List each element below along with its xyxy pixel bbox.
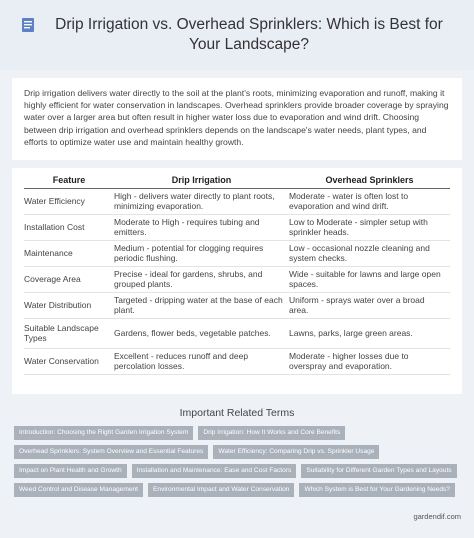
sprinkler-cell: Uniform - sprays water over a broad area.	[289, 292, 450, 318]
related-term-tag[interactable]: Installation and Maintenance: Ease and Cost Factors	[132, 464, 297, 478]
sprinkler-cell: Moderate - water is often lost to evaporation and wind drift.	[289, 188, 450, 214]
table-row	[24, 292, 450, 318]
related-term-tag[interactable]: Introduction: Choosing the Right Garden Irrigation System	[14, 426, 193, 440]
drip-cell: Medium - potential for clogging requires periodic flushing.	[114, 240, 289, 266]
header-feature: Feature	[24, 172, 114, 188]
related-term-tag[interactable]: Which System is Best for Your Gardening Needs?	[299, 483, 455, 497]
related-term-tag[interactable]: Water Efficiency: Comparing Drip vs. Sprinkler Usage	[213, 445, 379, 459]
feature-cell: Water Efficiency	[24, 188, 114, 214]
related-term-tag[interactable]: Overhead Sprinklers: System Overview and Essential Features	[14, 445, 208, 459]
tag-row	[14, 483, 464, 497]
table-row	[24, 240, 450, 266]
sprinkler-cell: Moderate - higher losses due to overspray and evaporation.	[289, 348, 450, 374]
related-term-tag[interactable]: Weed Control and Disease Management	[14, 483, 143, 497]
header-sprinklers: Overhead Sprinklers	[289, 172, 450, 188]
related-terms-title: Important Related Terms	[179, 407, 295, 419]
document-icon	[20, 17, 36, 33]
related-term-tag[interactable]: Environmental Impact and Water Conservation	[148, 483, 294, 497]
feature-cell: Coverage Area	[24, 266, 114, 292]
feature-cell: Water Distribution	[24, 292, 114, 318]
intro-paragraph: Drip irrigation delivers water directly to the soil at the plant's roots, minimizing evaporation and runoff, making it highly efficient for water conservation in landscapes. Overhead sprinklers provide broader coverage by spraying water over a larger area but often result in higher water loss due to evaporation and wind drift. Choosing between drip irrigation and overhead sprinklers depends on the landscape's water needs, plant types, and efforts to optimize water use and maintain healthy growth.	[24, 88, 449, 147]
drip-cell: Precise - ideal for gardens, shrubs, and grouped plants.	[114, 266, 289, 292]
feature-cell: Suitable Landscape Types	[24, 318, 114, 348]
drip-cell: Moderate to High - requires tubing and emitters.	[114, 214, 289, 240]
drip-cell: Excellent - reduces runoff and deep percolation losses.	[114, 348, 289, 374]
related-terms-list	[14, 426, 464, 502]
table-header-row	[24, 172, 450, 188]
comparison-table-card	[12, 168, 462, 394]
tag-row	[14, 445, 464, 459]
related-term-tag[interactable]: Drip Irrigation: How It Works and Core Benefits	[198, 426, 345, 440]
table-row	[24, 348, 450, 374]
related-term-tag[interactable]: Suitability for Different Garden Types and Layouts	[301, 464, 456, 478]
related-term-tag[interactable]: Impact on Plant Health and Growth	[14, 464, 127, 478]
feature-cell: Maintenance	[24, 240, 114, 266]
feature-cell: Water Conservation	[24, 348, 114, 374]
drip-cell: Gardens, flower beds, vegetable patches.	[114, 318, 289, 348]
drip-cell: High - delivers water directly to plant roots, minimizing evaporation.	[114, 188, 289, 214]
sprinkler-cell: Low - occasional nozzle cleaning and system checks.	[289, 240, 450, 266]
table-row	[24, 188, 450, 214]
page-title: Drip Irrigation vs. Overhead Sprinklers: Which is Best for Your Landscape?	[55, 16, 443, 53]
tag-row	[14, 426, 464, 440]
table-row	[24, 214, 450, 240]
sprinkler-cell: Lawns, parks, large green areas.	[289, 318, 450, 348]
site-footer: gardendif.com	[413, 512, 461, 521]
drip-cell: Targeted - dripping water at the base of each plant.	[114, 292, 289, 318]
page-header	[0, 0, 474, 70]
tag-row	[14, 464, 464, 478]
table-row	[24, 266, 450, 292]
header-drip: Drip Irrigation	[114, 172, 289, 188]
intro-card	[12, 78, 462, 160]
sprinkler-cell: Wide - suitable for lawns and large open spaces.	[289, 266, 450, 292]
table-row	[24, 318, 450, 348]
sprinkler-cell: Low to Moderate - simpler setup with sprinkler heads.	[289, 214, 450, 240]
feature-cell: Installation Cost	[24, 214, 114, 240]
comparison-table	[24, 172, 450, 375]
header-inner	[20, 15, 454, 55]
